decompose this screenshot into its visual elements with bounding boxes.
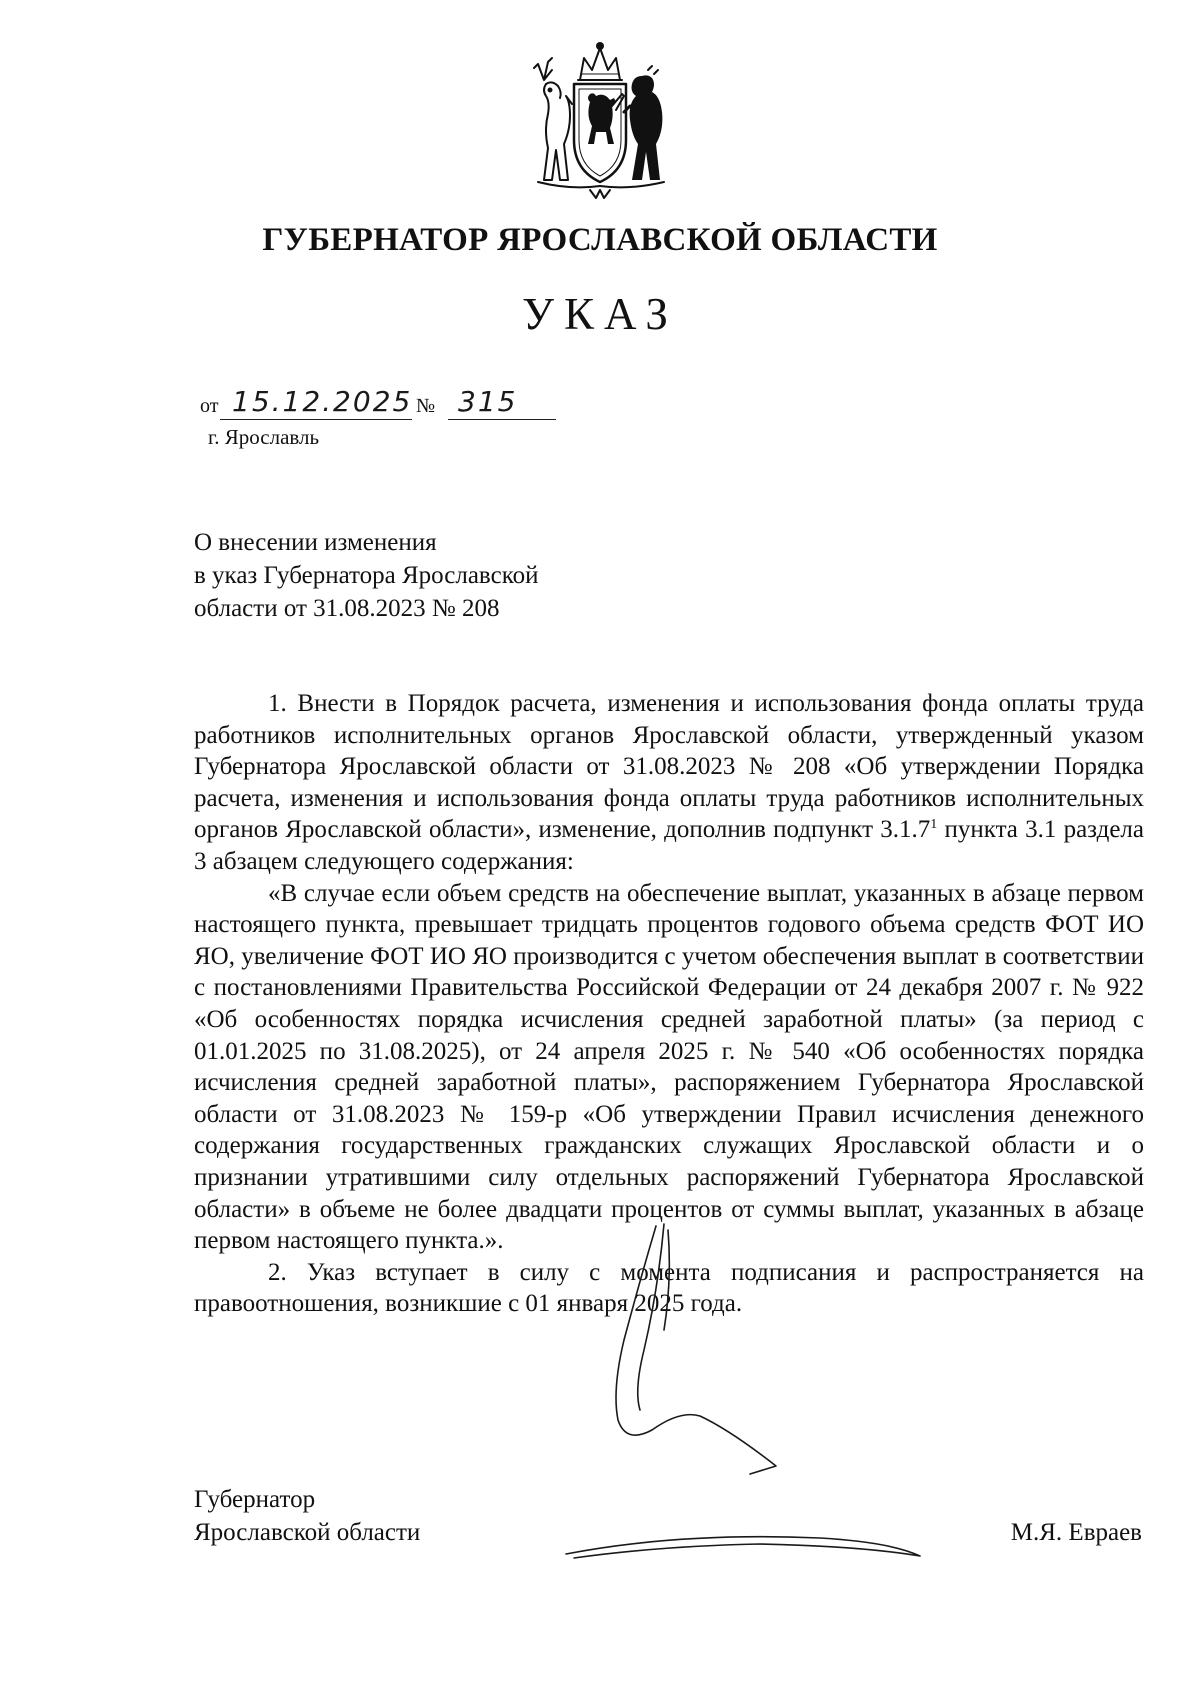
registration-line	[200, 385, 560, 420]
paragraph-1-tail: пункта 3.1 раздела 3 абзацем следующего содержания:	[194, 816, 1144, 875]
handwritten-date: 15.12.2025	[232, 385, 413, 418]
subject-line: области от 31.08.2023 № 208	[194, 595, 500, 622]
issue-city: г. Ярославль	[208, 425, 320, 449]
number-underline	[448, 419, 556, 420]
signatory-title	[194, 1483, 420, 1549]
subject-line: в указ Губернатора Ярославской	[194, 562, 539, 589]
number-prefix: №	[416, 395, 436, 417]
date-underline	[220, 419, 412, 420]
issuing-authority: ГУБЕРНАТОР ЯРОСЛАВСКОЙ ОБЛАСТИ	[262, 222, 938, 258]
decree-subject	[194, 526, 694, 625]
paragraph-1	[194, 688, 1144, 878]
date-prefix: от	[200, 395, 219, 417]
paragraph-2: 2. Указ вступает в силу с момента подписания и распространяется на правоотношения, возникшие с 01 января 2025 года.	[194, 1258, 1144, 1318]
subject-line: О внесении изменения	[194, 529, 437, 556]
superscript-index: 1	[930, 817, 938, 833]
coat-of-arms-icon	[530, 40, 670, 200]
signatory-title-line: Губернатор	[194, 1486, 316, 1513]
paragraph-1-text: 1. Внести в Порядок расчета, изменения и использования фонда оплаты труда работников исполнительных органов Ярославской области, утвержденный указом Губернатора Ярославской области от 31.08.2023 № 208 «Об утверждении Порядка расчета, изменения и использования фонда оплаты труда работников исполнительных органов Ярославской области», изменение, дополнив подпункт 3.1.7	[194, 690, 1144, 844]
signatory-name: М.Я. Евраев	[1010, 1519, 1142, 1546]
signatory-title-line: Ярославской области	[194, 1519, 421, 1546]
document-type: УКАЗ	[522, 289, 678, 339]
inserted-paragraph: «В случае если объем средств на обеспечение выплат, указанных в абзаце первом настоящего пункта, превышает тридцать процентов годового объема средств ФОТ ИО ЯО, увеличение ФОТ ИО ЯО производится с учетом обеспечения выплат в соответствии с постановлениями Правительства Российской Федерации от 24 декабря 2007 г. № 922 «Об особенностях порядка исчисления средней заработной платы» (за период с 01.01.2025 по 31.08.2025), от 24 апреля 2025 г. № 540 «Об особенностях порядка исчисления средней заработной платы», распоряжением Губернатора Ярославской области от 31.08.2023 № 159-р «Об утверждении Правил исчисления денежного содержания государственных гражданских служащих Ярославской области и о признании утратившими силу отдельных распоряжений Губернатора Ярославской области» в объеме не более двадцати процентов от суммы выплат, указанных в абзаце первом настоящего пункта.».	[194, 879, 1144, 1255]
handwritten-number: 315	[458, 385, 518, 418]
handwritten-signature-icon	[560, 1220, 1000, 1640]
